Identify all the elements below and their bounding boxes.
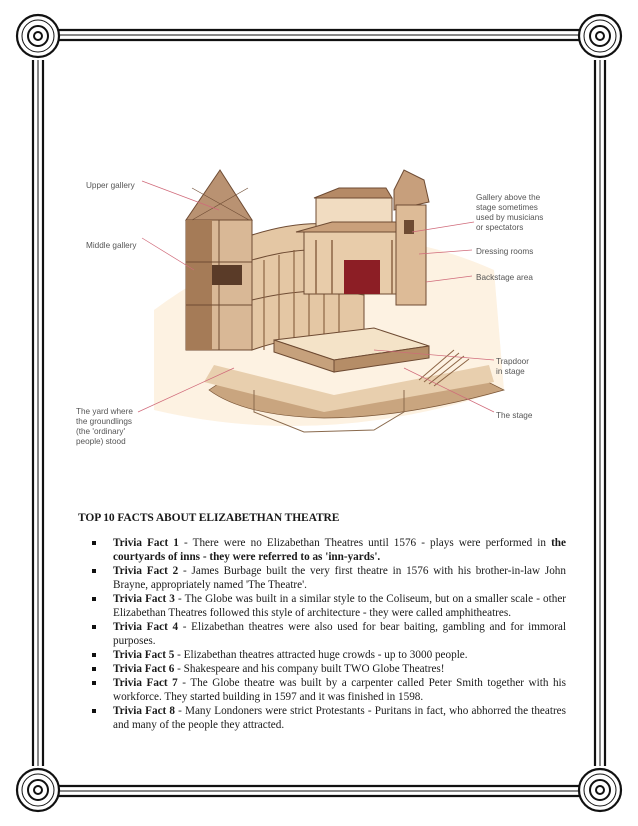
corner-ornament-bottom-right (579, 769, 621, 811)
fact-label: Trivia Fact 7 (113, 677, 178, 689)
fact-text-bold: the courtyards of inns - they were referred to as 'inn-yards'. (113, 537, 566, 563)
fact-text: Many Londoners were strict Protestants - Puritans in fact, who abhorred the theatres and many of the people they attracted. (113, 705, 566, 731)
section-heading: TOP 10 FACTS ABOUT ELIZABETHAN THEATRE (78, 512, 340, 524)
label-yard-3: (the 'ordinary' (76, 427, 126, 436)
list-item: Trivia Fact 7 - The Globe theatre was built by a carpenter called Peter Smith together with his workforce. They started building in 1597 and it was finished in 1598. (92, 676, 566, 704)
fact-text: The Globe was built in a similar style to the Coliseum, but on a smaller scale - other Elizabethan Theatres followed this style of architecture - they were called amphitheatres. (113, 593, 567, 619)
label-yard-1: The yard where (76, 407, 133, 416)
bullet-icon (92, 541, 96, 545)
list-item: Trivia Fact 2 - James Burbage built the very first theatre in 1576 with his brother-in-law John Brayne, appropriately named 'The Theatre'. (92, 564, 566, 592)
fact-label: Trivia Fact 2 (113, 565, 179, 577)
label-yard-4: people) stood (76, 437, 126, 446)
corner-ornament-bottom-left (17, 769, 59, 811)
label-upper-gallery: Upper gallery (86, 181, 135, 190)
list-item: Trivia Fact 4 - Elizabethan theatres were also used for bear baiting, gambling and for immoral purposes. (92, 620, 566, 648)
bullet-icon (92, 625, 96, 629)
label-gallery-above-4: or spectators (476, 223, 524, 232)
fact-label: Trivia Fact 8 (113, 705, 175, 717)
fact-text: Shakespeare and his company built TWO Globe Theatres! (183, 663, 445, 675)
label-gallery-above-1: Gallery above the (476, 193, 541, 202)
fact-label: Trivia Fact 3 (113, 593, 175, 605)
fact-text: James Burbage built the very first theatre in 1576 with his brother-in-law John Brayne, appropriately named 'The Theatre'. (113, 565, 566, 591)
list-item: Trivia Fact 6 - Shakespeare and his company built TWO Globe Theatres! (92, 662, 566, 676)
bullet-icon (92, 709, 96, 713)
label-trapdoor-2: in stage (496, 367, 525, 376)
fact-label: Trivia Fact 5 (113, 649, 175, 661)
list-item: Trivia Fact 3 - The Globe was built in a similar style to the Coliseum, but on a smaller scale - other Elizabethan Theatres followed this style of architecture - they were called amphitheatres. (92, 592, 566, 620)
left-tower (186, 170, 252, 350)
bullet-icon (92, 681, 96, 685)
bullet-icon (92, 667, 96, 671)
fact-label: Trivia Fact 6 (113, 663, 175, 675)
fact-text: The Globe theatre was built by a carpenter called Peter Smith together with his workforce. They started building in 1597 and it was finished in 1598. (113, 677, 566, 703)
list-item: Trivia Fact 8 - Many Londoners were strict Protestants - Puritans in fact, who abhorred the theatres and many of the people they attracted. (92, 704, 566, 732)
label-gallery-above-2: stage sometimes (476, 203, 538, 212)
fact-label: Trivia Fact 4 (113, 621, 179, 633)
fact-text: Elizabethan theatres attracted huge crowds - up to 3000 people. (183, 649, 468, 661)
bullet-icon (92, 653, 96, 657)
label-yard-2: the groundlings (76, 417, 132, 426)
fact-text: There were no Elizabethan Theatres until 1576 - plays were performed in (192, 537, 552, 549)
bullet-icon (92, 569, 96, 573)
corner-ornament-top-right (579, 15, 621, 57)
label-dressing-rooms: Dressing rooms (476, 247, 534, 256)
globe-theatre-illustration (74, 150, 564, 460)
facts-list (92, 536, 566, 732)
label-gallery-above-3: used by musicians (476, 213, 544, 222)
fact-label: Trivia Fact 1 (113, 537, 179, 549)
stage-house (296, 170, 429, 305)
list-item: Trivia Fact 5 - Elizabethan theatres attracted huge crowds - up to 3000 people. (92, 648, 566, 662)
corner-ornament-top-left (17, 15, 59, 57)
label-backstage: Backstage area (476, 273, 533, 282)
list-item: Trivia Fact 1 - There were no Elizabethan Theatres until 1576 - plays were performed in the courtyards of inns - they were referred to as 'inn-yards'. (92, 536, 566, 564)
label-stage: The stage (496, 411, 533, 420)
fact-text: Elizabethan theatres were also used for bear baiting, gambling and for immoral purposes. (113, 621, 566, 647)
bullet-icon (92, 597, 96, 601)
label-trapdoor-1: Trapdoor (496, 357, 529, 366)
label-middle-gallery: Middle gallery (86, 241, 137, 250)
